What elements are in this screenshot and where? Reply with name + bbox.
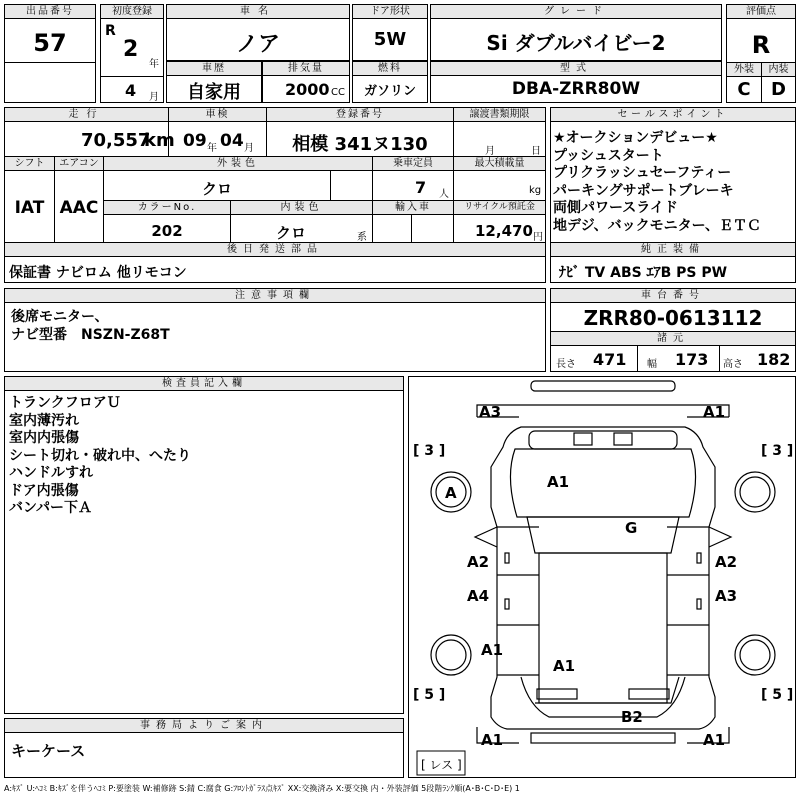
- note-line: ナビ型番 NSZN-Z68T: [11, 326, 170, 343]
- car-name-box: [166, 4, 350, 61]
- sales-point-item: プリクラッシュセーフティー: [553, 165, 732, 181]
- inspector-line: ハンドルすれ: [9, 465, 93, 481]
- recycle-label: リサイクル預託金: [454, 201, 545, 215]
- chassis-box: [550, 288, 796, 372]
- car-name: ノア: [235, 32, 280, 57]
- notes-label: 注意事項欄: [5, 289, 545, 303]
- shift-value: IAT: [14, 198, 45, 218]
- mark-roof-rear: A1: [553, 657, 576, 675]
- recycle-unit: 円: [533, 232, 543, 243]
- import-label: 輸入車: [373, 201, 453, 215]
- first-registration-box: [100, 4, 164, 103]
- mark-door-front-right: A2: [715, 553, 738, 571]
- fuel-box: [352, 61, 428, 103]
- inspector-line: シート切れ・破れ中、へたり: [9, 447, 191, 464]
- legend: A:ｷｽﾞ U:ﾍｺﾐ B:ｷｽﾞを伴うﾍｺﾐ P:要塗装 W:補修跡 S:錆 C:腐食 G:ﾌﾛﾝﾄｶﾞﾗｽ点ｷｽﾞ XX:交換済み X:要交換 内・外装評価 5段階ﾗﾝｸ順(A･B･C･D･E) 1: [4, 784, 520, 793]
- inspector-box: [4, 376, 404, 714]
- sales-points-list: [553, 130, 795, 235]
- sales-point-item: プッシュスタート: [553, 147, 664, 164]
- inspector-label: 検査員記入欄: [5, 377, 403, 391]
- exterior-score: C: [737, 79, 751, 100]
- plate-value: 相模 341ヌ130: [292, 134, 428, 155]
- mark-hood: A1: [547, 473, 570, 491]
- lot-number: 57: [33, 29, 67, 57]
- capacity-unit: 人: [439, 189, 449, 200]
- inspector-list: [9, 395, 191, 518]
- equip-label: 純正装備: [551, 243, 795, 257]
- equip-value: ﾅﾋﾞ TV ABS ｴｱB PS PW: [559, 265, 728, 281]
- inspector-line: 室内内張傷: [9, 430, 79, 446]
- carname-label: 車名: [167, 5, 349, 19]
- inspect-month: 04: [220, 131, 244, 151]
- history-value: 自家用: [187, 82, 241, 103]
- sales-point-item: ★オークションデビュー★: [553, 130, 718, 146]
- later-parts-label: 後日発送部品: [5, 243, 545, 257]
- door-value: 5W: [373, 29, 407, 50]
- mark-rear-left: A1: [481, 731, 504, 749]
- disp-unit: CC: [331, 87, 345, 98]
- transfer-day: 日: [531, 146, 541, 157]
- office-label: 事務局よりご案内: [5, 719, 403, 733]
- model-label: 型式: [431, 62, 721, 76]
- mark-windshield: G: [625, 519, 638, 537]
- tire-rear-right: [ 5 ]: [761, 687, 794, 703]
- score-value: R: [751, 31, 771, 59]
- recycle-value: 12,470: [475, 222, 533, 240]
- mark-wheel-rear-left: A1: [481, 641, 504, 659]
- dims-label: 諸元: [551, 332, 795, 346]
- note-line: 後席モニター、: [11, 309, 109, 325]
- grade-label: グレード: [431, 5, 721, 19]
- exterior-label: 外装: [727, 63, 761, 77]
- lot-label: 出品番号: [5, 5, 95, 19]
- transfer-label: 譲渡書類期限: [454, 108, 545, 122]
- colorno-label: カラーNo.: [104, 201, 230, 215]
- score-label: 評価点: [727, 5, 795, 19]
- inspector-line: ドア内張傷: [9, 482, 79, 499]
- month-unit: 月: [149, 92, 159, 103]
- mileage-label: 走行: [5, 108, 168, 122]
- length-value: 471: [593, 350, 627, 369]
- mileage-value: 70,557: [81, 130, 151, 151]
- height-label: 高さ: [723, 359, 743, 370]
- model-value: DBA-ZRR80W: [511, 79, 641, 99]
- chassis-number: ZRR80-0613112: [583, 306, 763, 330]
- inspector-line: トランクフロアＵ: [9, 395, 121, 411]
- fuel-value: ガソリン: [363, 84, 416, 99]
- ac-label: エアコン: [55, 157, 103, 171]
- mark-rear-right: A1: [703, 731, 726, 749]
- inspector-line: 室内薄汚れ: [9, 412, 79, 429]
- notes-list: [11, 309, 170, 344]
- mark-wheel-front-left: A: [445, 484, 457, 502]
- era: R: [105, 23, 116, 39]
- notes-box: [4, 288, 546, 372]
- lot-box: [4, 4, 96, 103]
- sales-point-item: パーキングサポートブレーキ: [553, 182, 734, 199]
- mark-door-front-left: A2: [467, 553, 490, 571]
- tire-front-right: [ 3 ]: [761, 443, 794, 459]
- spec-block: [4, 107, 546, 283]
- spare-tire: [ レス ]: [421, 758, 462, 772]
- door-label: ドア形状: [353, 5, 427, 19]
- sales-point-item: 両側パワースライド: [553, 200, 678, 216]
- mark-door-rear-left: A4: [467, 587, 490, 605]
- inspect-year: 09: [183, 131, 207, 151]
- disp-label: 排気量: [263, 62, 349, 76]
- capacity-value: 7: [415, 178, 427, 197]
- intcolor-value: クロ: [275, 224, 306, 242]
- sales-label: セールスポイント: [551, 108, 795, 122]
- reg-month: 4: [125, 81, 137, 100]
- model-box: [430, 61, 722, 103]
- plate-label: 登録番号: [267, 108, 453, 122]
- door-box: [352, 4, 428, 61]
- inspector-line: バンパー下Ａ: [9, 500, 93, 516]
- color-label: 外装色: [104, 157, 372, 171]
- color-value: クロ: [201, 180, 232, 198]
- length-label: 長さ: [556, 359, 576, 370]
- inspect-month-unit: 月: [244, 143, 254, 154]
- office-box: [4, 718, 404, 778]
- first-reg-label: 初度登録: [101, 5, 163, 19]
- later-parts-value: 保証書 ナビロム 他リモコン: [9, 265, 187, 281]
- width-value: 173: [675, 350, 709, 369]
- fuel-label: 燃料: [353, 62, 427, 76]
- history-label: 車歴: [167, 62, 261, 76]
- mileage-unit: km: [144, 130, 175, 151]
- displacement-box: [262, 61, 350, 103]
- interior-score: D: [771, 79, 786, 100]
- disp-value: 2000: [285, 80, 330, 99]
- reg-year: 2: [123, 37, 139, 62]
- history-box: [166, 61, 262, 103]
- load-label: 最大積載量: [454, 157, 545, 171]
- width-label: 幅: [647, 359, 657, 370]
- chassis-label: 車台番号: [551, 289, 795, 303]
- mark-front-right: A1: [703, 403, 726, 421]
- shift-label: シフト: [5, 157, 54, 171]
- sales-points-box: [550, 107, 796, 283]
- ac-value: AAC: [59, 198, 99, 218]
- sales-point-item: 地デジ、バックモニター、ＥＴＣ: [553, 217, 762, 234]
- score-box: [726, 4, 796, 103]
- office-value: キーケース: [11, 742, 86, 760]
- inspect-label: 車検: [169, 108, 266, 122]
- load-unit: kg: [529, 185, 542, 196]
- capacity-label: 乗車定員: [373, 157, 453, 171]
- intcolor-label: 内装色: [231, 201, 372, 215]
- colorno-value: 202: [151, 222, 183, 240]
- mark-front-left: A3: [479, 403, 502, 421]
- tire-rear-left: [ 5 ]: [413, 687, 446, 703]
- mark-rear-bumper: B2: [621, 708, 643, 726]
- transfer-month: 月: [485, 146, 495, 157]
- mark-door-rear-right: A3: [715, 587, 738, 605]
- car-outline-svg: [409, 377, 797, 779]
- year-unit: 年: [149, 59, 159, 70]
- inspect-year-unit: 年: [207, 143, 217, 154]
- grade-value: Si ダブルバイビー2: [486, 31, 666, 55]
- grade-box: [430, 4, 722, 61]
- condition-diagram: [408, 376, 796, 778]
- tire-front-left: [ 3 ]: [413, 443, 446, 459]
- interior-label: 内装: [762, 63, 795, 77]
- intcolor-unit: 系: [357, 232, 367, 243]
- height-value: 182: [757, 350, 791, 369]
